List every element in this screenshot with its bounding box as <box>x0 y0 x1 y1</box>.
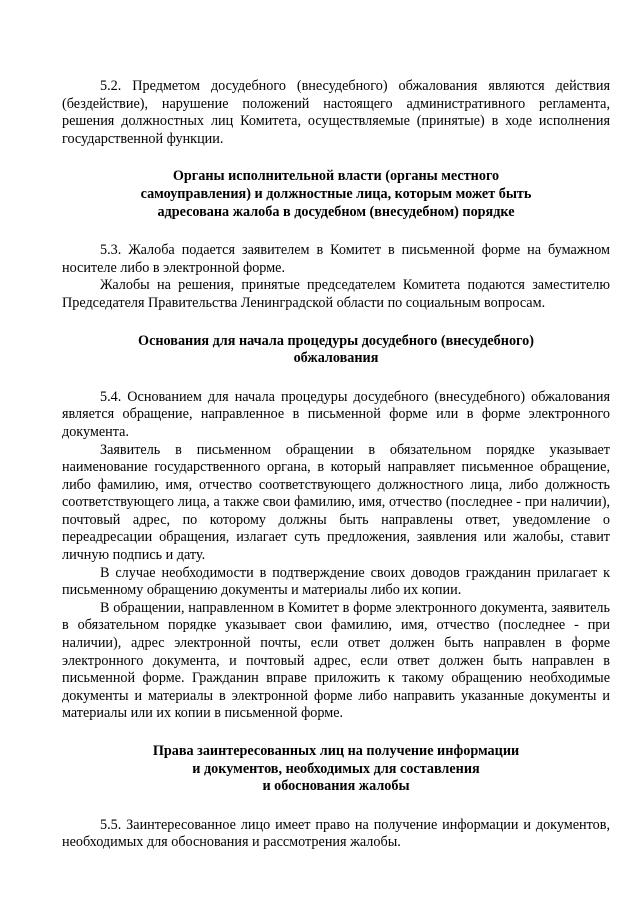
paragraph-5-4: 5.4. Основанием для начала процедуры досудебного (внесудебного) обжалования является обращение, направленное в письменной форме или в форме электронного документа. <box>62 388 610 440</box>
heading-line: самоуправления) и должностные лица, которым может быть <box>140 185 532 202</box>
heading-line: и документов, необходимых для составления <box>192 760 480 777</box>
paragraph-5-3: 5.3. Жалоба подается заявителем в Комитет в письменной форме на бумажном носителе либо в электронной форме. <box>62 242 610 276</box>
heading-line: обжалования <box>293 350 379 367</box>
paragraph-5-4-written: Заявитель в письменном обращении в обязательном порядке указывает наименование государственного органа, в который направляет письменное обращение, либо фамилию, имя, отчество соответствующего должностного лица, либо должность соответствующего лица, а также свои фамилию, имя, отчество (последнее - при наличии), почтовый адрес, по которому должны быть направлены ответ, уведомление о переадресации обращения, излагает суть предложения, заявления или жалобы, ставит личную подпись и дату. <box>62 441 610 564</box>
paragraph-5-2: 5.2. Предметом досудебного (внесудебного) обжалования являются действия (бездействие), нарушение положений настоящего административного регламента, решения должностных лиц Комитета, осуществляемые (принятые) в ходе исполнения государственной функции. <box>62 78 610 147</box>
document-page <box>62 78 610 852</box>
paragraph-5-3-complaints: Жалобы на решения, принятые председателем Комитета подаются заместителю Председателя Правительства Ленинградской области по социальным вопросам. <box>62 277 610 311</box>
heading-rights <box>62 743 610 796</box>
paragraph-5-4-electronic: В обращении, направленном в Комитет в форме электронного документа, заявитель в обязательном порядке указывает свои фамилию, имя, отчество (последнее - при наличии), адрес электронной почты, если ответ должен быть направлен в форме электронного документа, и почтовый адрес, если ответ должен быть направлен в письменной форме. Гражданин вправе приложить к такому обращению необходимые документы и материалы в электронной форме либо направить указанные документы и материалы или их копии в письменной форме. <box>62 599 610 722</box>
heading-line: Органы исполнительной власти (органы местного <box>172 168 500 185</box>
heading-appeal-bodies <box>62 168 610 221</box>
heading-grounds <box>62 333 610 368</box>
heading-line: и обоснования жалобы <box>262 778 410 795</box>
heading-line: Основания для начала процедуры досудебного (внесудебного) <box>138 332 534 349</box>
heading-line: адресована жалоба в досудебном (внесудебном) порядке <box>157 203 515 220</box>
paragraph-5-5: 5.5. Заинтересованное лицо имеет право на получение информации и документов, необходимых для обоснования и рассмотрения жалобы. <box>62 816 610 851</box>
paragraph-5-4-attachments: В случае необходимости в подтверждение своих доводов гражданин прилагает к письменному обращению документы и материалы либо их копии. <box>62 564 610 599</box>
heading-line: Права заинтересованных лиц на получение информации <box>152 743 520 759</box>
